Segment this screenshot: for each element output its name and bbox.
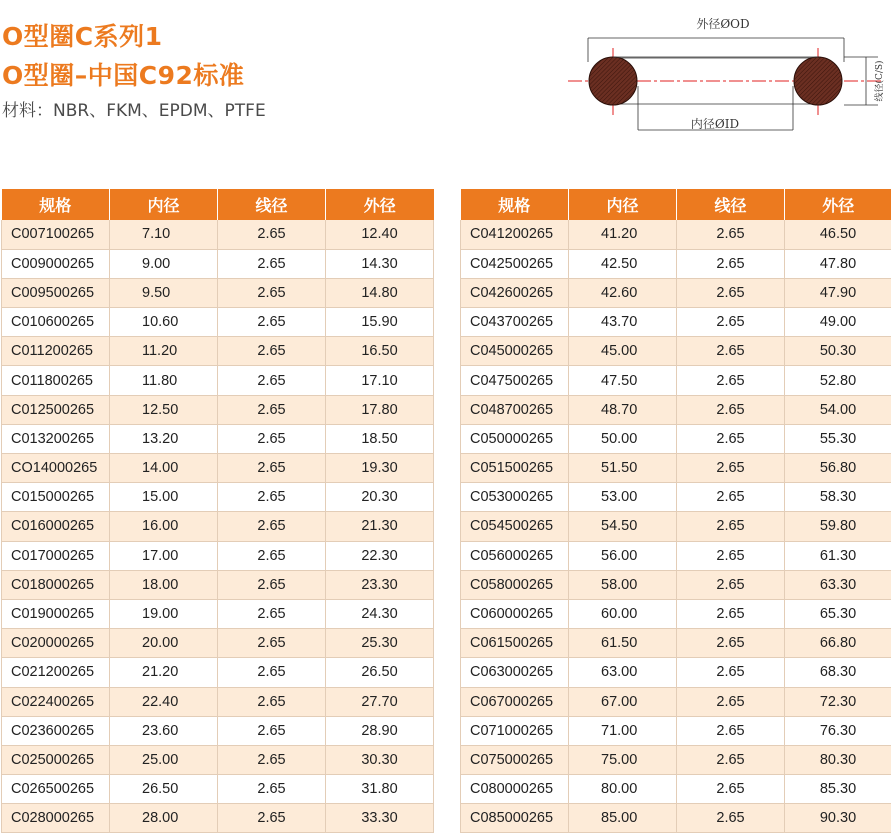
- cell-inner-diameter: 23.60: [110, 716, 218, 745]
- cell-inner-diameter: 71.00: [569, 716, 677, 745]
- cell-cross-section: 2.65: [677, 629, 785, 658]
- table-row: [2, 599, 434, 628]
- cell-outer-diameter: 15.90: [326, 308, 434, 337]
- cell-outer-diameter: 25.30: [326, 629, 434, 658]
- cell-cross-section: 2.65: [677, 512, 785, 541]
- cell-spec: C061500265: [461, 629, 569, 658]
- header-inner-diameter: 内径: [110, 189, 218, 220]
- cell-cross-section: 2.65: [218, 716, 326, 745]
- cell-spec: C007100265: [2, 220, 110, 249]
- cell-outer-diameter: 27.70: [326, 687, 434, 716]
- cell-inner-diameter: 18.00: [110, 570, 218, 599]
- cell-spec: C017000265: [2, 541, 110, 570]
- cell-outer-diameter: 18.50: [326, 424, 434, 453]
- table-row: [461, 512, 891, 541]
- cell-inner-diameter: 42.60: [569, 278, 677, 307]
- header-cross-section: 线径: [218, 189, 326, 220]
- cell-inner-diameter: 11.80: [110, 366, 218, 395]
- o-ring-diagram: [560, 8, 891, 140]
- table-row: [2, 395, 434, 424]
- cell-cross-section: 2.65: [677, 454, 785, 483]
- spec-table-right-body: [461, 220, 891, 833]
- page-subtitle: O型圈–中国C92标准: [2, 61, 245, 90]
- cell-outer-diameter: 21.30: [326, 512, 434, 541]
- cell-spec: C048700265: [461, 395, 569, 424]
- cell-cross-section: 2.65: [677, 366, 785, 395]
- cell-outer-diameter: 33.30: [326, 804, 434, 833]
- cell-inner-diameter: 22.40: [110, 687, 218, 716]
- table-row: [461, 308, 891, 337]
- cell-inner-diameter: 26.50: [110, 775, 218, 804]
- cs-label: 线径(C/S): [875, 60, 885, 102]
- cell-inner-diameter: 9.00: [110, 249, 218, 278]
- header-outer-diameter: 外径: [785, 189, 891, 220]
- cell-outer-diameter: 59.80: [785, 512, 891, 541]
- header-spec: 规格: [461, 189, 569, 220]
- cell-cross-section: 2.65: [218, 395, 326, 424]
- cell-inner-diameter: 14.00: [110, 454, 218, 483]
- cell-cross-section: 2.65: [677, 541, 785, 570]
- cell-outer-diameter: 22.30: [326, 541, 434, 570]
- cell-cross-section: 2.65: [677, 599, 785, 628]
- table-row: [2, 745, 434, 774]
- cell-cross-section: 2.65: [218, 599, 326, 628]
- cell-spec: C015000265: [2, 483, 110, 512]
- cell-inner-diameter: 56.00: [569, 541, 677, 570]
- cell-cross-section: 2.65: [218, 745, 326, 774]
- cell-cross-section: 2.65: [677, 395, 785, 424]
- cell-inner-diameter: 20.00: [110, 629, 218, 658]
- table-row: [461, 599, 891, 628]
- cell-cross-section: 2.65: [677, 249, 785, 278]
- cell-inner-diameter: 51.50: [569, 454, 677, 483]
- cell-cross-section: 2.65: [218, 804, 326, 833]
- cell-cross-section: 2.65: [677, 804, 785, 833]
- cell-spec: C058000265: [461, 570, 569, 599]
- header-inner-diameter: 内径: [569, 189, 677, 220]
- cell-inner-diameter: 41.20: [569, 220, 677, 249]
- cell-inner-diameter: 7.10: [110, 220, 218, 249]
- cell-cross-section: 2.65: [218, 483, 326, 512]
- cell-inner-diameter: 50.00: [569, 424, 677, 453]
- cell-outer-diameter: 52.80: [785, 366, 891, 395]
- material-list: 材料：NBR、FKM、EPDM、PTFE: [2, 101, 266, 121]
- cell-cross-section: 2.65: [218, 454, 326, 483]
- cell-spec: C019000265: [2, 599, 110, 628]
- cell-inner-diameter: 53.00: [569, 483, 677, 512]
- cell-outer-diameter: 12.40: [326, 220, 434, 249]
- table-row: [461, 804, 891, 833]
- cell-outer-diameter: 63.30: [785, 570, 891, 599]
- cell-cross-section: 2.65: [218, 220, 326, 249]
- cell-cross-section: 2.65: [218, 775, 326, 804]
- table-row: [461, 570, 891, 599]
- cell-outer-diameter: 85.30: [785, 775, 891, 804]
- cell-spec: C016000265: [2, 512, 110, 541]
- cell-outer-diameter: 56.80: [785, 454, 891, 483]
- table-row: [2, 658, 434, 687]
- cell-spec: C050000265: [461, 424, 569, 453]
- cell-inner-diameter: 25.00: [110, 745, 218, 774]
- cell-spec: C060000265: [461, 599, 569, 628]
- cell-outer-diameter: 47.80: [785, 249, 891, 278]
- cell-outer-diameter: 76.30: [785, 716, 891, 745]
- table-row: [2, 337, 434, 366]
- table-row: [461, 745, 891, 774]
- cell-inner-diameter: 12.50: [110, 395, 218, 424]
- cell-spec: C051500265: [461, 454, 569, 483]
- cell-cross-section: 2.65: [677, 658, 785, 687]
- table-row: [2, 775, 434, 804]
- table-row: [461, 687, 891, 716]
- table-row: [2, 454, 434, 483]
- cell-spec: C025000265: [2, 745, 110, 774]
- cell-inner-diameter: 19.00: [110, 599, 218, 628]
- cell-outer-diameter: 28.90: [326, 716, 434, 745]
- cell-spec: C054500265: [461, 512, 569, 541]
- cell-outer-diameter: 90.30: [785, 804, 891, 833]
- cell-cross-section: 2.65: [218, 512, 326, 541]
- cell-outer-diameter: 65.30: [785, 599, 891, 628]
- table-row: [461, 629, 891, 658]
- od-label: 外径ØOD: [696, 17, 750, 31]
- table-row: [461, 395, 891, 424]
- cell-inner-diameter: 48.70: [569, 395, 677, 424]
- table-row: [461, 278, 891, 307]
- cell-cross-section: 2.65: [677, 483, 785, 512]
- cell-inner-diameter: 21.20: [110, 658, 218, 687]
- cell-cross-section: 2.65: [218, 337, 326, 366]
- cell-outer-diameter: 23.30: [326, 570, 434, 599]
- table-row: [2, 804, 434, 833]
- spec-table-left: [1, 189, 434, 833]
- cell-spec: C042600265: [461, 278, 569, 307]
- cell-cross-section: 2.65: [218, 249, 326, 278]
- cell-spec: C085000265: [461, 804, 569, 833]
- cell-spec: C047500265: [461, 366, 569, 395]
- table-row: [461, 483, 891, 512]
- table-row: [2, 541, 434, 570]
- cell-inner-diameter: 43.70: [569, 308, 677, 337]
- cell-outer-diameter: 16.50: [326, 337, 434, 366]
- table-row: [461, 220, 891, 249]
- table-row: [2, 570, 434, 599]
- table-row: [461, 424, 891, 453]
- cell-spec: C012500265: [2, 395, 110, 424]
- cell-cross-section: 2.65: [218, 629, 326, 658]
- cell-spec: C043700265: [461, 308, 569, 337]
- cell-cross-section: 2.65: [677, 308, 785, 337]
- page-title: O型圈C系列1: [2, 22, 163, 51]
- cell-outer-diameter: 68.30: [785, 658, 891, 687]
- table-row: [461, 249, 891, 278]
- cell-cross-section: 2.65: [218, 541, 326, 570]
- cell-outer-diameter: 17.80: [326, 395, 434, 424]
- cell-cross-section: 2.65: [677, 278, 785, 307]
- cell-spec: C021200265: [2, 658, 110, 687]
- cell-inner-diameter: 47.50: [569, 366, 677, 395]
- table-row: [461, 716, 891, 745]
- cell-inner-diameter: 10.60: [110, 308, 218, 337]
- cell-cross-section: 2.65: [218, 687, 326, 716]
- table-row: [461, 337, 891, 366]
- table-row: [461, 658, 891, 687]
- cell-outer-diameter: 19.30: [326, 454, 434, 483]
- cell-spec: C009500265: [2, 278, 110, 307]
- cell-outer-diameter: 31.80: [326, 775, 434, 804]
- cell-cross-section: 2.65: [218, 570, 326, 599]
- cell-inner-diameter: 16.00: [110, 512, 218, 541]
- spec-table-right: [460, 189, 891, 833]
- cell-spec: C071000265: [461, 716, 569, 745]
- cell-spec: C056000265: [461, 541, 569, 570]
- cell-cross-section: 2.65: [218, 308, 326, 337]
- cell-inner-diameter: 45.00: [569, 337, 677, 366]
- cell-outer-diameter: 66.80: [785, 629, 891, 658]
- cell-cross-section: 2.65: [218, 366, 326, 395]
- cell-spec: C013200265: [2, 424, 110, 453]
- cell-outer-diameter: 58.30: [785, 483, 891, 512]
- cell-spec: C020000265: [2, 629, 110, 658]
- cell-inner-diameter: 61.50: [569, 629, 677, 658]
- cell-cross-section: 2.65: [677, 424, 785, 453]
- cell-spec: C010600265: [2, 308, 110, 337]
- cell-cross-section: 2.65: [218, 278, 326, 307]
- cell-spec: CO14000265: [2, 454, 110, 483]
- cell-spec: C011200265: [2, 337, 110, 366]
- cell-inner-diameter: 58.00: [569, 570, 677, 599]
- cell-inner-diameter: 17.00: [110, 541, 218, 570]
- cell-cross-section: 2.65: [677, 745, 785, 774]
- cell-spec: C053000265: [461, 483, 569, 512]
- cell-spec: C067000265: [461, 687, 569, 716]
- cell-spec: C023600265: [2, 716, 110, 745]
- header-cross-section: 线径: [677, 189, 785, 220]
- cell-inner-diameter: 80.00: [569, 775, 677, 804]
- cell-outer-diameter: 26.50: [326, 658, 434, 687]
- cell-outer-diameter: 47.90: [785, 278, 891, 307]
- table-row: [461, 541, 891, 570]
- cell-outer-diameter: 17.10: [326, 366, 434, 395]
- table-row: [2, 424, 434, 453]
- table-row: [461, 366, 891, 395]
- table-row: [461, 775, 891, 804]
- cell-spec: C026500265: [2, 775, 110, 804]
- cell-outer-diameter: 14.30: [326, 249, 434, 278]
- cell-outer-diameter: 50.30: [785, 337, 891, 366]
- cell-outer-diameter: 46.50: [785, 220, 891, 249]
- cell-cross-section: 2.65: [218, 424, 326, 453]
- cell-outer-diameter: 24.30: [326, 599, 434, 628]
- cell-inner-diameter: 63.00: [569, 658, 677, 687]
- cell-outer-diameter: 54.00: [785, 395, 891, 424]
- table-row: [2, 483, 434, 512]
- cell-cross-section: 2.65: [218, 658, 326, 687]
- cell-cross-section: 2.65: [677, 716, 785, 745]
- cell-spec: C022400265: [2, 687, 110, 716]
- cell-inner-diameter: 15.00: [110, 483, 218, 512]
- cell-inner-diameter: 42.50: [569, 249, 677, 278]
- id-label: 内径ØID: [690, 117, 740, 131]
- cell-inner-diameter: 85.00: [569, 804, 677, 833]
- cell-outer-diameter: 49.00: [785, 308, 891, 337]
- cell-cross-section: 2.65: [677, 775, 785, 804]
- cell-inner-diameter: 9.50: [110, 278, 218, 307]
- table-row: [461, 454, 891, 483]
- table-row: [2, 249, 434, 278]
- cell-inner-diameter: 13.20: [110, 424, 218, 453]
- ring-section-right: [794, 57, 842, 105]
- header-spec: 规格: [2, 189, 110, 220]
- cell-outer-diameter: 30.30: [326, 745, 434, 774]
- cell-spec: C080000265: [461, 775, 569, 804]
- cell-outer-diameter: 55.30: [785, 424, 891, 453]
- cell-cross-section: 2.65: [677, 337, 785, 366]
- cell-spec: C045000265: [461, 337, 569, 366]
- cell-inner-diameter: 60.00: [569, 599, 677, 628]
- table-row: [2, 366, 434, 395]
- table-row: [2, 220, 434, 249]
- cell-inner-diameter: 28.00: [110, 804, 218, 833]
- cell-cross-section: 2.65: [677, 570, 785, 599]
- table-row: [2, 512, 434, 541]
- header-outer-diameter: 外径: [326, 189, 434, 220]
- table-row: [2, 278, 434, 307]
- cell-cross-section: 2.65: [677, 220, 785, 249]
- cell-spec: C028000265: [2, 804, 110, 833]
- table-row: [2, 629, 434, 658]
- table-row: [2, 716, 434, 745]
- cell-cross-section: 2.65: [677, 687, 785, 716]
- cell-spec: C011800265: [2, 366, 110, 395]
- cell-outer-diameter: 14.80: [326, 278, 434, 307]
- table-header-row: [461, 189, 891, 220]
- cell-spec: C075000265: [461, 745, 569, 774]
- cell-outer-diameter: 20.30: [326, 483, 434, 512]
- cell-outer-diameter: 72.30: [785, 687, 891, 716]
- cell-spec: C041200265: [461, 220, 569, 249]
- cell-spec: C063000265: [461, 658, 569, 687]
- table-row: [2, 308, 434, 337]
- cell-inner-diameter: 54.50: [569, 512, 677, 541]
- cell-outer-diameter: 61.30: [785, 541, 891, 570]
- cell-spec: C018000265: [2, 570, 110, 599]
- cell-inner-diameter: 67.00: [569, 687, 677, 716]
- cell-inner-diameter: 11.20: [110, 337, 218, 366]
- table-header-row: [2, 189, 434, 220]
- cell-outer-diameter: 80.30: [785, 745, 891, 774]
- cell-inner-diameter: 75.00: [569, 745, 677, 774]
- ring-section-left: [589, 57, 637, 105]
- cell-spec: C042500265: [461, 249, 569, 278]
- spec-table-left-body: [2, 220, 434, 833]
- table-row: [2, 687, 434, 716]
- cell-spec: C009000265: [2, 249, 110, 278]
